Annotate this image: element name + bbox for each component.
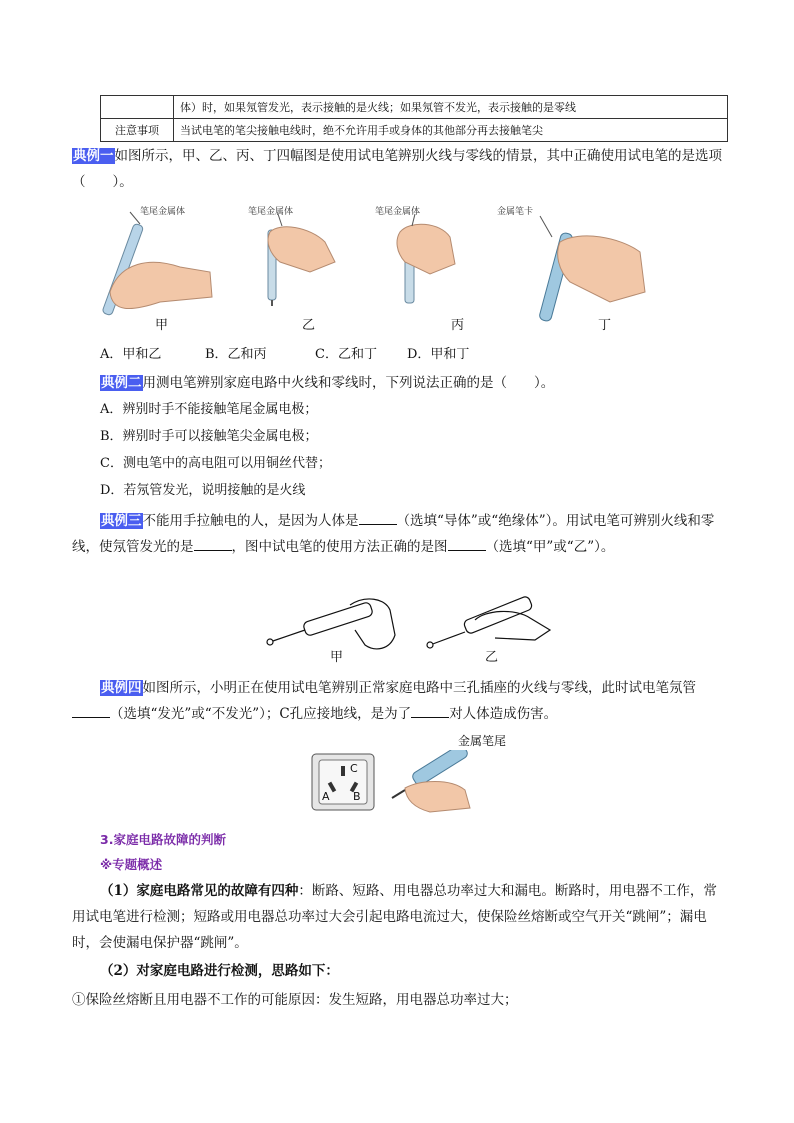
section-3-paragraph-1: [72, 878, 728, 956]
caption-bing: 丙: [451, 318, 465, 333]
paragraph-2-bold: （2）对家庭电路进行检测，思路如下：: [100, 963, 339, 979]
table-label-cell: 注意事项: [101, 119, 174, 142]
example-3-text-c: ，图中试电笔的使用方法正确的是图: [231, 539, 448, 555]
notes-table: [100, 95, 728, 142]
example-3-text-d: （选填“甲”或“乙”）。: [485, 539, 615, 555]
example-2-option-a: A．辨别时手不能接触笔尾金属电极；: [100, 402, 318, 417]
section-3-title: 3.家庭电路故障的判断: [100, 832, 226, 847]
example-2-question: 用测电笔辨别家庭电路中火线和零线时，下列说法正确的是（ ）。: [142, 375, 555, 391]
example-4-figure: [310, 750, 490, 815]
table-row: [101, 119, 728, 142]
socket-and-pen: [310, 750, 490, 815]
figure-ding: [539, 216, 645, 322]
figure-label-yi: 笔尾金属体: [248, 207, 294, 217]
example-4-tag: 典例四: [101, 680, 142, 696]
example-1-option-b: B．乙和丙: [205, 347, 267, 362]
answer-blank[interactable]: [194, 538, 232, 551]
answer-blank[interactable]: [448, 538, 486, 551]
answer-blank[interactable]: [359, 512, 397, 525]
example-4-text-c: 对人体造成伤害。: [449, 706, 558, 722]
table-label-cell: [101, 96, 174, 119]
metal-tail-label: 金属笔尾: [458, 734, 507, 748]
figure-bing: [397, 214, 455, 303]
caption-ding: 丁: [598, 318, 612, 333]
table-text-cell: 体）时，如果氖管发光，表示接触的是火线；如果氖管不发光，表示接触的是零线: [174, 96, 728, 119]
figure-yi: [268, 214, 335, 306]
socket-label-a: A: [322, 790, 330, 803]
caption-jia-ex3: 甲: [330, 650, 344, 665]
figure-yi-line: [427, 595, 550, 648]
example-2-option-b: B．辨别时手可以接触笔尖金属电极；: [100, 429, 318, 444]
example-1-text: [72, 143, 728, 195]
example-3-text: [72, 508, 728, 560]
figure-label-jia: 笔尾金属体: [140, 207, 186, 217]
figure-label-ding: 金属笔卡: [497, 207, 534, 217]
section-overview: ※专题概述: [100, 857, 163, 872]
example-4-text-b: （选填“发光”或“不发光”）；C孔应接地线，是为了: [110, 706, 412, 722]
figure-label-bing: 笔尾金属体: [375, 207, 421, 217]
example-1-option-c: C．乙和丁: [315, 347, 377, 362]
figure-jia-line: [267, 599, 395, 649]
answer-blank[interactable]: [72, 705, 110, 718]
example-3-tag: 典例三: [101, 513, 142, 529]
example-3-figures: [265, 590, 555, 660]
example-2-tag: 典例二: [101, 375, 142, 391]
paragraph-1-bold: （1）家庭电路常见的故障有四种: [100, 883, 299, 899]
socket-label-b: B: [353, 790, 361, 803]
answer-blank[interactable]: [411, 705, 449, 718]
caption-yi: 乙: [302, 318, 316, 333]
caption-yi-ex3: 乙: [485, 650, 499, 665]
example-2-option-c: C．测电笔中的高电阻可以用铜丝代替；: [100, 456, 331, 471]
example-1-figures: [100, 202, 660, 342]
example-1-option-a: A．甲和乙: [100, 347, 162, 362]
table-row: [101, 96, 728, 119]
section-3-paragraph-2: [72, 958, 728, 984]
figure-jia: [102, 212, 212, 316]
example-1-question: 如图所示，甲、乙、丙、丁四幅图是使用试电笔辨别火线与零线的情景，其中正确使用试电笔的是选项（ ）。: [72, 148, 722, 190]
tester-pen-line-drawings: [265, 590, 555, 660]
socket-label-c: C: [350, 762, 358, 775]
example-2-text: [100, 370, 728, 396]
example-3-text-a: 不能用手拉触电的人，是因为人体是: [142, 513, 359, 529]
paragraph-1-text: ：断路、短路、用电器总功率过大和漏电。断路时，用电器不工作，常用试电笔进行检测；短路或用电器总功率过大会引起电路电流过大，使保险丝熔断或空气开关“跳闸”；漏电时，会使漏电保护器“跳闸”。: [72, 883, 717, 951]
example-4-text-a: 如图所示，小明正在使用试电笔辨别正常家庭电路中三孔插座的火线与零线，此时试电笔氖管: [142, 680, 696, 696]
example-4-text: [72, 675, 728, 727]
section-3-paragraph-3: ①保险丝熔断且用电器不工作的可能原因：发生短路，用电器总功率过大；: [72, 992, 518, 1008]
example-1-option-d: D．甲和丁: [407, 347, 470, 362]
tester-pen-illustrations: [100, 202, 660, 342]
example-2-option-d: D．若氖管发光，说明接触的是火线: [100, 483, 306, 498]
example-3-text-b: （选填“导体”或“绝缘体”）。用试电笔可辨别火线和零线，使氖管发光的是: [72, 513, 715, 555]
caption-jia: 甲: [155, 318, 169, 333]
example-1-tag: 典例一: [73, 148, 114, 164]
table-text-cell: 当试电笔的笔尖接触电线时，绝不允许用手或身体的其他部分再去接触笔尖: [174, 119, 728, 142]
